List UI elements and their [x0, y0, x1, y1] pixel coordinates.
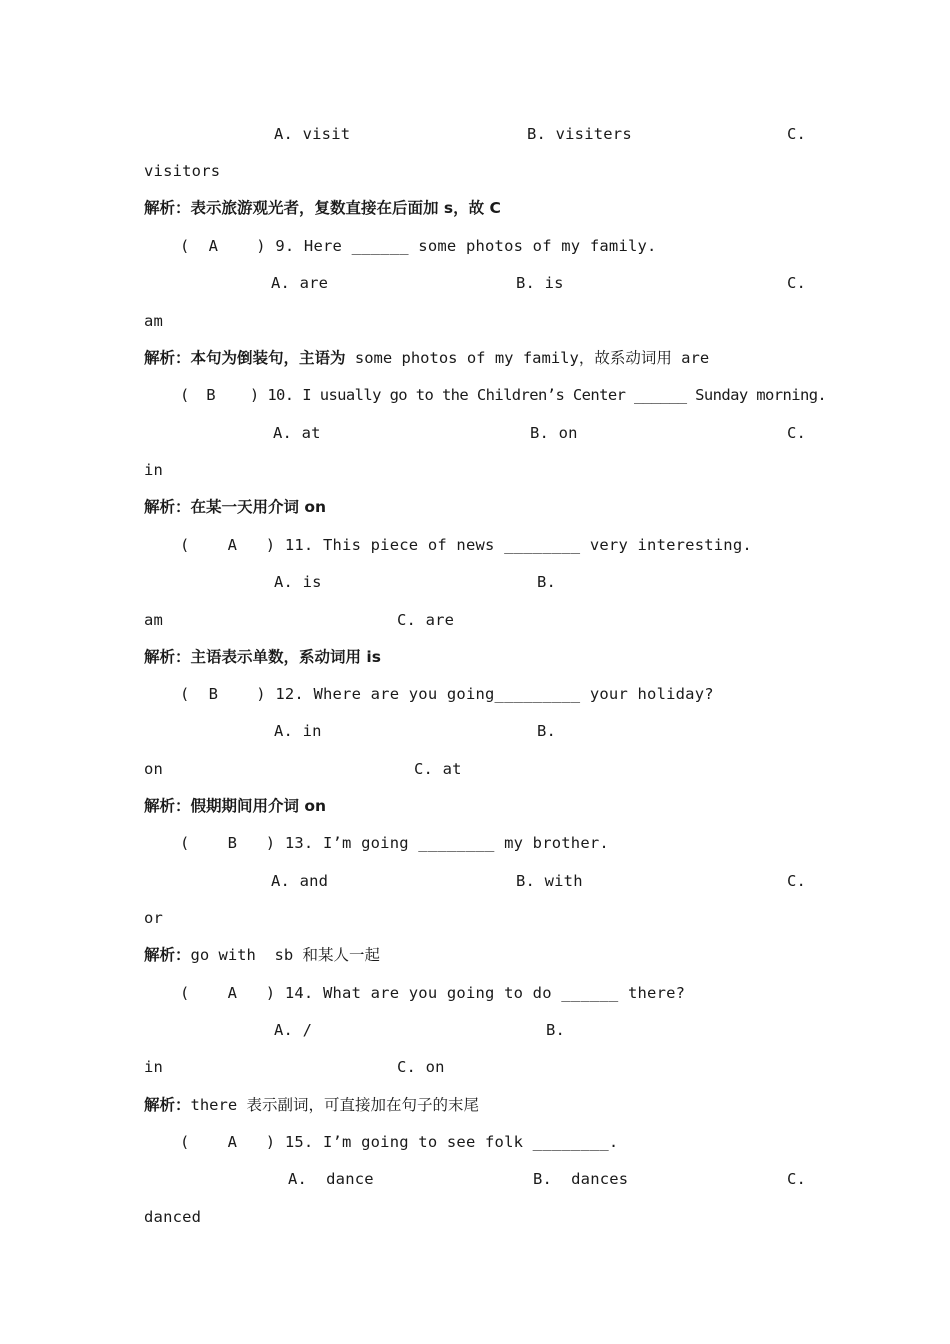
q10-option-a: A. at [273, 424, 321, 442]
explanation-label: 解析： [144, 349, 191, 367]
q9-option-c-text: am [144, 312, 164, 330]
explanation-label: 解析： [144, 199, 191, 217]
q13-option-b: B. with [516, 872, 583, 890]
explanation-text: 表示旅游观光者，复数直接在后面加 s，故 C [190, 199, 501, 217]
q9-option-b: B. is [516, 274, 564, 292]
q12-option-b-label: B. [537, 722, 557, 740]
q10-option-c-label: C. [787, 424, 807, 442]
q13-option-a: A. and [271, 872, 329, 890]
q12-option-a: A. in [274, 722, 322, 740]
q9-option-a: A. are [271, 274, 329, 292]
q8-option-c-label: C. [787, 125, 807, 143]
q11-option-b-label: B. [537, 573, 557, 591]
q10-stem: ( B ) 10. I usually go to the Children’s Center ______ Sunday morning. [180, 386, 827, 404]
q9-option-c-label: C. [787, 274, 807, 292]
q13-explanation [144, 945, 380, 965]
explanation-bold: 本句为倒装句，主语为 [190, 349, 346, 367]
explanation-label: 解析： [144, 1096, 191, 1114]
q12-stem: ( B ) 12. Where are you going_________ your holiday? [180, 685, 714, 703]
explanation-text: 主语表示单数，系动词用 is [190, 648, 381, 666]
q13-option-c-label: C. [787, 872, 807, 890]
q10-option-c-text: in [144, 461, 164, 479]
q8-option-a: A. visit [274, 125, 351, 143]
q11-option-b-text: am [144, 611, 164, 629]
q15-option-a: A. dance [288, 1170, 374, 1188]
q14-option-c: C. on [397, 1058, 445, 1076]
q13-option-c-text: or [144, 909, 164, 927]
q14-option-a: A. / [274, 1021, 313, 1039]
q15-option-b: B. dances [533, 1170, 629, 1188]
explanation-label: 解析： [144, 946, 191, 964]
q8-explanation [144, 198, 501, 218]
explanation-label: 解析： [144, 498, 191, 516]
q14-explanation [144, 1095, 479, 1115]
explanation-text: go with sb 和某人一起 [190, 946, 380, 964]
q11-explanation [144, 647, 381, 667]
q12-option-b-text: on [144, 760, 164, 778]
explanation-text: some photos of my family，故系动词用 are [345, 349, 710, 367]
q15-option-c-label: C. [787, 1170, 807, 1188]
q15-stem: ( A ) 15. I’m going to see folk ________. [180, 1133, 619, 1151]
explanation-text: 假期期间用介词 on [190, 797, 327, 815]
explanation-text: 在某一天用介词 on [190, 498, 327, 516]
q10-option-b: B. on [530, 424, 578, 442]
q11-option-a: A. is [274, 573, 322, 591]
q14-option-b-text: in [144, 1058, 164, 1076]
q9-stem: ( A ) 9. Here ______ some photos of my family. [180, 237, 657, 255]
q14-stem: ( A ) 14. What are you going to do ______ there? [180, 984, 686, 1002]
q12-option-c: C. at [414, 760, 462, 778]
q9-explanation [144, 348, 709, 368]
q8-option-b: B. visiters [527, 125, 632, 143]
explanation-label: 解析： [144, 797, 191, 815]
q12-explanation [144, 796, 326, 816]
explanation-text: there 表示副词，可直接加在句子的末尾 [190, 1096, 480, 1114]
q10-explanation [144, 497, 326, 517]
q8-option-c-text: visitors [144, 162, 221, 180]
q11-option-c: C. are [397, 611, 455, 629]
q13-stem: ( B ) 13. I’m going ________ my brother. [180, 834, 609, 852]
q14-option-b-label: B. [546, 1021, 566, 1039]
explanation-label: 解析： [144, 648, 191, 666]
q15-option-c-text: danced [144, 1208, 202, 1226]
q11-stem: ( A ) 11. This piece of news ________ very interesting. [180, 536, 752, 554]
